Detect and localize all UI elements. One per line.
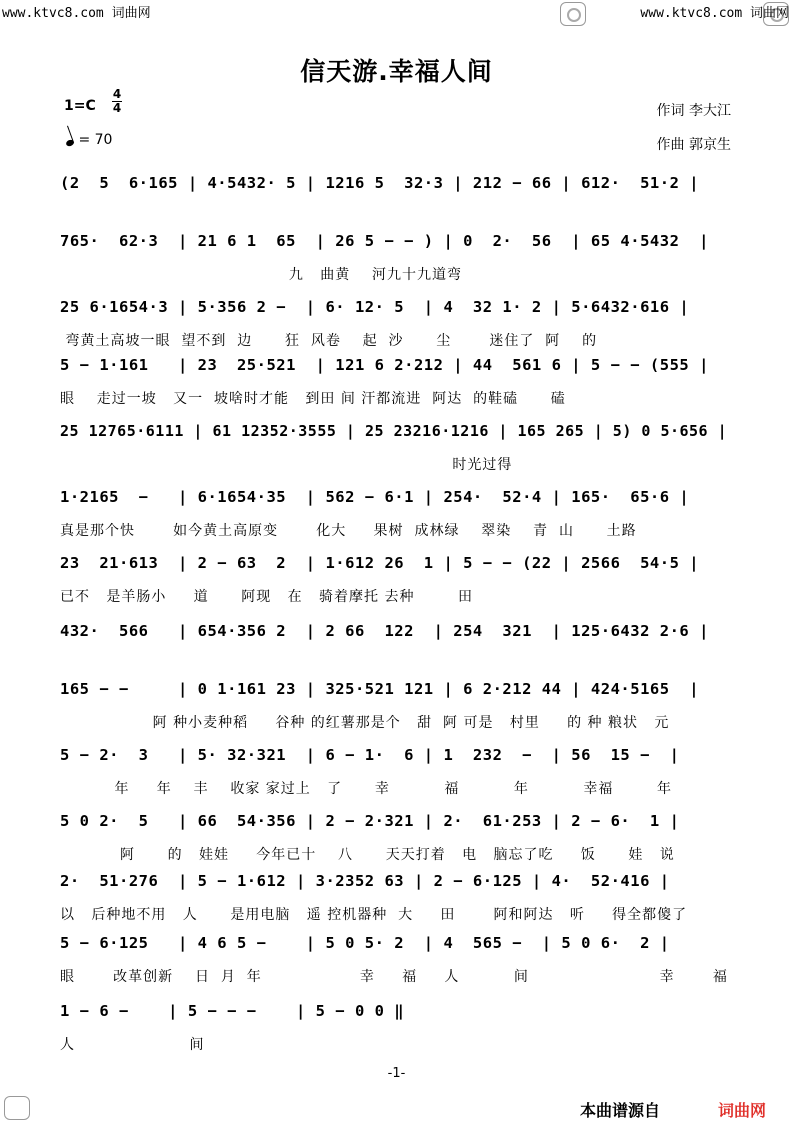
note-sequence: 23 21·613 | 2 − 63 2 | 1·612 26 1 | 5 − − (22 | 2566 54·5 | [60,554,700,572]
notation-line [56,484,736,516]
notation-line [56,294,736,326]
note-sequence: 25 12765·6111 | 61 12352·3555 | 25 23216·1216 | 165 265 | 5) 0 5·656 | [60,422,728,440]
lyricist: 作词 李大江 [656,103,731,119]
source-text: 本曲谱源自 [580,1101,661,1120]
notation-line [56,808,736,840]
lyric-line: 年 年 丰 收家 家过上 了 幸 福 年 幸福 年 [60,781,672,797]
tempo-value: = 70 [78,132,113,148]
quarter-note-icon [65,139,75,147]
site-url-right[interactable]: www.ktvc8.com 词曲网 [640,6,789,21]
lyric-line: 眼 改革创新 日 月 年 幸 福 人 间 幸 福 [60,969,728,985]
note-sequence: 165 − − | 0 1·161 23 | 325·521 121 | 6 2·212 44 | 424·5165 | [60,680,700,698]
site-logo-icon [560,2,586,26]
notation-line [56,998,736,1030]
site-url-left[interactable]: www.ktvc8.com 词曲网 [2,6,151,21]
lyric-line: 九 曲黄 河九十九道弯 [60,267,463,283]
lyric-line: 真是那个快 如今黄土高原变 化大 果树 成林绿 翠染 青 山 土路 [60,523,637,539]
notation-line [56,742,736,774]
note-sequence: 5 − 6·125 | 4 6 5 − | 5 0 5· 2 | 4 565 − | 5 0 6· 2 | [60,934,670,952]
lyric-line: 人 间 [60,1037,205,1053]
lyric-line: 时光过得 [60,457,513,473]
song-title: 信天游.幸福人间 [300,57,493,86]
notation-line [56,868,736,900]
note-sequence: 1·2165 − | 6·1654·35 | 562 − 6·1 | 254· 52·4 | 165· 65·6 | [60,488,690,506]
note-sequence: 5 − 1·161 | 23 25·521 | 121 6 2·212 | 44 561 6 | 5 − − (555 | [60,356,709,374]
time-signature-bottom: 4 [112,101,122,115]
note-sequence: 2· 51·276 | 5 − 1·612 | 3·2352 63 | 2 − 6·125 | 4· 52·416 | [60,872,670,890]
lyric-line: 以 后种地不用 人 是用电脑 遥 控机器种 大 田 阿和阿达 听 得全都傻了 [60,907,688,923]
site-logo-icon [4,1096,30,1120]
notation-line [56,228,736,260]
note-sequence: 5 0 2· 5 | 66 54·356 | 2 − 2·321 | 2· 61·253 | 2 − 6· 1 | [60,812,680,830]
page-number: -1- [387,1066,406,1081]
notation-line [56,418,736,450]
note-sequence: 5 − 2· 3 | 5· 32·321 | 6 − 1· 6 | 1 232 − | 56 15 − | [60,746,680,764]
tempo-marking [66,132,112,148]
note-sequence: 25 6·1654·3 | 5·356 2 − | 6· 12· 5 | 4 32 1· 2 | 5·6432·616 | [60,298,690,316]
notation-line [56,676,736,708]
lyric-line: 阿 的 娃娃 今年已十 八 天天打着 电 脑忘了吃 饭 娃 说 [60,847,675,863]
note-sequence: 1 − 6 − | 5 − − − | 5 − 0 0 ‖ [60,1002,405,1020]
notation-line [56,550,736,582]
notation-line [56,618,736,650]
time-signature-top: 4 [112,87,122,101]
note-sequence: 432· 566 | 654·356 2 | 2 66 122 | 254 321 | 125·6432 2·6 | [60,622,709,640]
time-signature [112,88,122,115]
notation-line [56,352,736,384]
note-sequence: (2 5 6·165 | 4·5432· 5 | 1216 5 32·3 | 212 − 66 | 612· 51·2 | [60,174,700,192]
composer: 作曲 郭京生 [656,137,731,153]
note-sequence: 765· 62·3 | 21 6 1 65 | 26 5 − − ) | 0 2· 56 | 65 4·5432 | [60,232,709,250]
lyric-line: 阿 种小麦种稻 谷种 的红薯那是个 甜 阿 可是 村里 的 种 粮状 元 [60,715,670,731]
lyric-line: 已不 是羊肠小 道 阿现 在 骑着摩托 去种 田 [60,589,474,605]
notation-line [56,170,736,202]
lyric-line: 眼 走过一坡 又一 坡啥时才能 到田 间 汗都流进 阿达 的鞋磕 磕 [60,391,566,407]
key-signature: 1=C [64,98,96,114]
brand-text[interactable]: 词曲网 [718,1101,767,1120]
lyric-line: 弯黄土高坡一眼 望不到 边 狂 风卷 起 沙 尘 迷住了 阿 的 [60,333,598,349]
notation-line [56,930,736,962]
